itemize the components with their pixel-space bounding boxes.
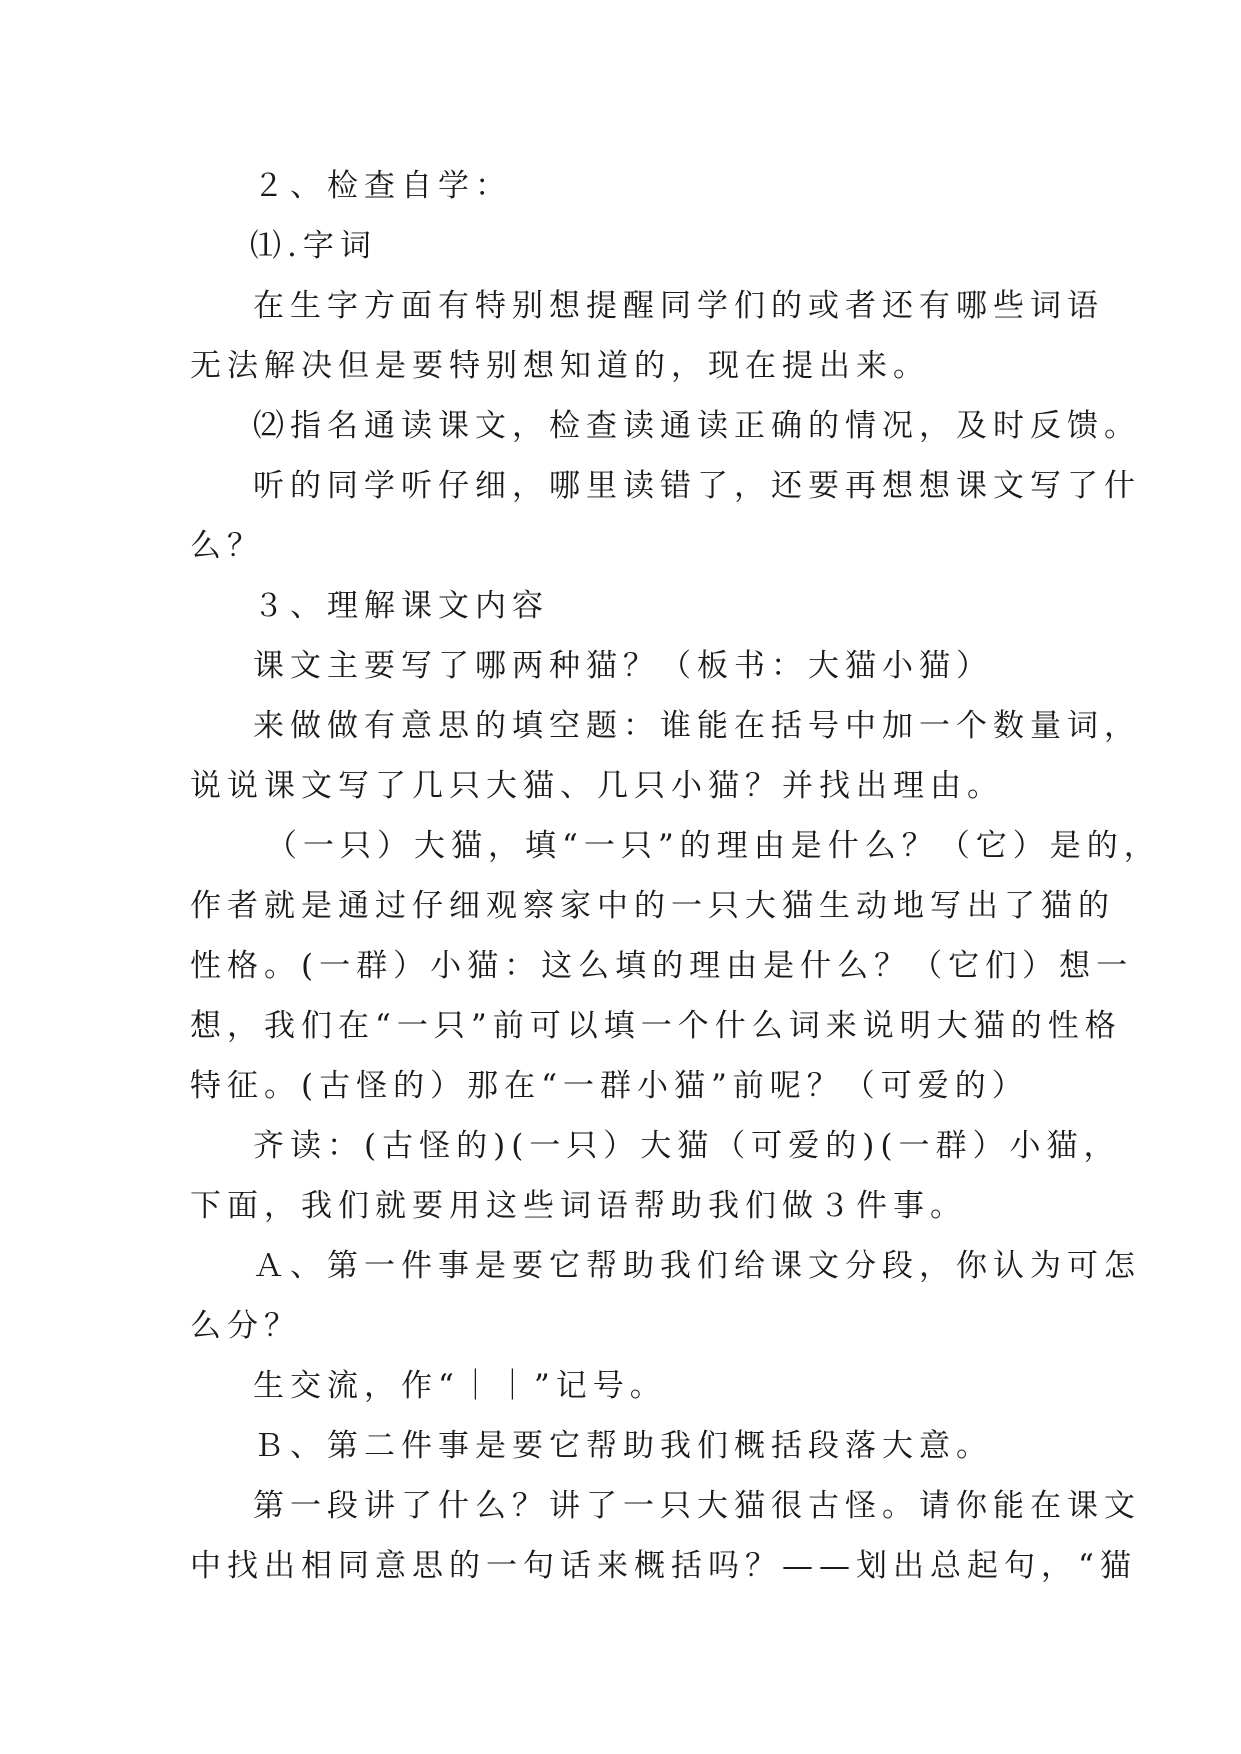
text-line: 下面，我们就要用这些词语帮助我们做３件事。 bbox=[190, 1188, 967, 1224]
text-line: ２、检查自学： bbox=[253, 168, 512, 204]
document-body bbox=[190, 156, 1161, 1596]
text-line: 想，我们在“一只”前可以填一个什么词来说明大猫的性格 bbox=[190, 1008, 1122, 1044]
text-line: ⑵指名通读课文，检查读通读正确的情况，及时反馈。 bbox=[253, 408, 1141, 444]
text-line: Ｂ、第二件事是要它帮助我们概括段落大意。 bbox=[253, 1428, 993, 1464]
text-line: ⑴.字词 bbox=[250, 228, 377, 264]
text-line: 第一段讲了什么？讲了一只大猫很古怪。请你能在课文 bbox=[253, 1488, 1141, 1524]
text-line: Ａ、第一件事是要它帮助我们给课文分段，你认为可怎 bbox=[253, 1248, 1141, 1284]
text-line: 中找出相同意思的一句话来概括吗？——划出总起句，“猫 bbox=[190, 1548, 1137, 1584]
text-line: 么？ bbox=[190, 528, 264, 564]
text-line: ３、理解课文内容 bbox=[253, 588, 549, 624]
text-line: 作者就是通过仔细观察家中的一只大猫生动地写出了猫的 bbox=[190, 888, 1115, 924]
text-line: 齐读：(古怪的)(一只）大猫（可爱的)(一群）小猫， bbox=[253, 1128, 1121, 1164]
text-line: 么分？ bbox=[190, 1308, 301, 1344]
text-line: 说说课文写了几只大猫、几只小猫？并找出理由。 bbox=[190, 768, 1004, 804]
text-line: 特征。(古怪的）那在“一群小猫”前呢？（可爱的） bbox=[190, 1068, 1029, 1104]
text-line: 无法解决但是要特别想知道的，现在提出来。 bbox=[190, 348, 930, 384]
text-line: 听的同学听仔细，哪里读错了，还要再想想课文写了什 bbox=[253, 468, 1141, 504]
text-line: 在生字方面有特别想提醒同学们的或者还有哪些词语 bbox=[253, 288, 1104, 324]
text-line: （一只）大猫，填“一只”的理由是什么？（它）是的， bbox=[266, 828, 1161, 864]
text-line: 生交流，作“｜｜”记号。 bbox=[253, 1368, 667, 1404]
text-line: 来做做有意思的填空题：谁能在括号中加一个数量词， bbox=[253, 708, 1141, 744]
text-line: 性格。(一群）小猫：这么填的理由是什么？（它们）想一 bbox=[190, 948, 1134, 984]
text-line: 课文主要写了哪两种猫？（板书：大猫小猫） bbox=[253, 648, 993, 684]
